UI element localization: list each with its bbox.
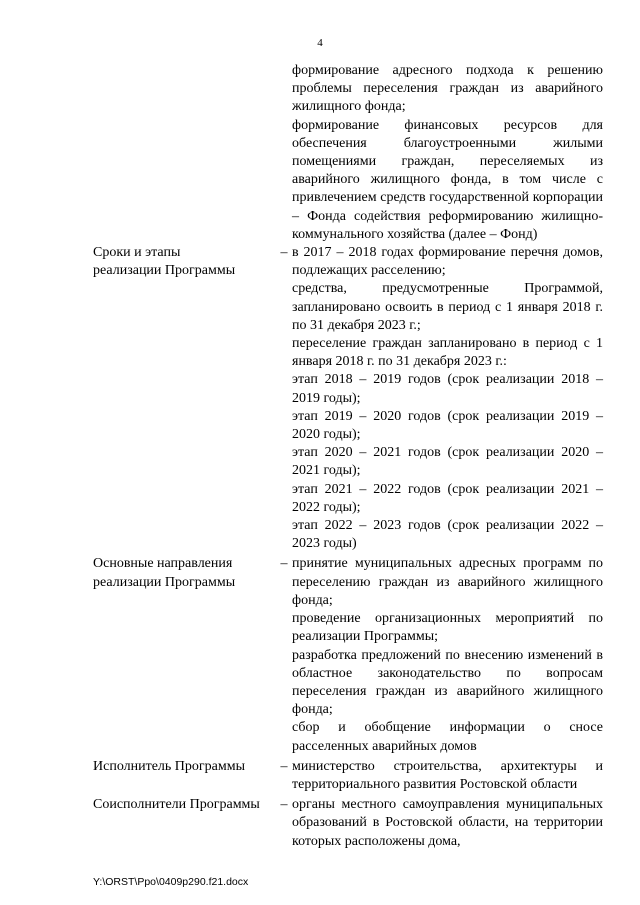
paragraph: этап 2019 – 2020 годов (срок реализации 2019 – 2020 годы); (292, 408, 603, 443)
table-row (93, 555, 613, 755)
paragraph: разработка предложений по внесению изменений в областное законодательство по вопросам переселения граждан из аварийного жилищного фонда; (292, 647, 603, 718)
row-content (292, 758, 603, 794)
paragraph: этап 2022 – 2023 годов (срок реализации 2022 – 2023 годы) (292, 518, 603, 552)
paragraph: этап 2021 – 2022 годов (срок реализации 2021 – 2022 годы); (292, 481, 603, 515)
paragraph: этап 2020 – 2021 годов (срок реализации 2020 – 2021 годы); (292, 445, 603, 479)
row-content (292, 244, 603, 553)
paragraph: принятие муниципальных адресных программ по переселению граждан из аварийного жилищного фонда; (292, 556, 603, 608)
paragraph: органы местного самоуправления муниципальных образований в Ростовской области, на территории которых расположены дома, (292, 797, 603, 849)
row-label (93, 62, 276, 244)
paragraph: сбор и обобщение информации о сносе расселенных аварийных домов (292, 720, 603, 754)
row-content (292, 555, 603, 755)
row-dash (276, 62, 292, 244)
row-label: Соисполнители Программы (93, 797, 260, 813)
paragraph: формирование адресного подхода к решению проблемы переселения граждан из аварийного жилищного фонда; (292, 63, 603, 115)
row-label: Основные направления реализации Программы (93, 556, 236, 590)
row-dash: – (280, 758, 288, 774)
row-label: Сроки и этапы реализации Программы (93, 245, 236, 279)
row-content (292, 796, 603, 851)
paragraph: средства, предусмотренные Программой, запланировано освоить в период с 1 января 2018 г. по 31 декабря 2023 г.; (292, 281, 603, 333)
row-dash: – (280, 797, 288, 813)
page-number: 4 (317, 37, 323, 49)
footer-file-path: Y:\ORST\Ppo\0409p290.f21.docx (93, 876, 249, 888)
paragraph: проведение организационных мероприятий по реализации Программы; (292, 611, 603, 645)
paragraph: в 2017 – 2018 годах формирование перечня домов, подлежащих расселению; (292, 245, 603, 279)
row-dash: – (280, 556, 288, 572)
row-content (292, 62, 603, 244)
paragraph: этап 2018 – 2019 годов (срок реализации 2018 – 2019 годы); (292, 372, 603, 406)
paragraph: министерство строительства, архитектуры и территориального развития Ростовской области (292, 758, 603, 792)
row-label: Исполнитель Программы (93, 758, 245, 774)
paragraph: переселение граждан запланировано в период с 1 января 2018 г. по 31 декабря 2023 г.: (292, 336, 603, 370)
table-row (93, 62, 613, 244)
paragraph: формирование финансовых ресурсов для обеспечения благоустроенными жилыми помещениями граждан, переселяемых из аварийного жилищного фонда, в том числе с привлечением средств государственной корпорации – Фонда содействия реформированию жилищно-коммунального хозяйства (далее – Фонд) (292, 117, 603, 242)
table-row (93, 244, 613, 553)
table-row (93, 758, 613, 794)
program-passport-table (93, 62, 613, 851)
row-dash: – (280, 245, 288, 261)
table-row (93, 796, 613, 851)
